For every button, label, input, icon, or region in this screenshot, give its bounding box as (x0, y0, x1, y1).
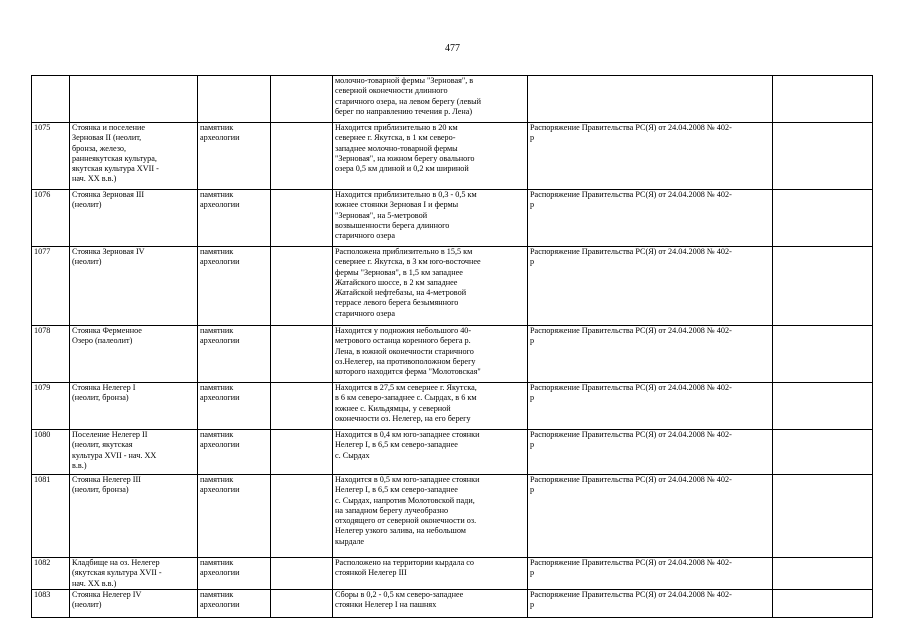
registry-body (32, 76, 873, 618)
monument-location: Расположено на территории кырдала со стоянкой Нелегер III (333, 558, 528, 590)
entry-number (32, 76, 70, 123)
empty-cell (271, 190, 333, 247)
monument-category: памятник археологии (198, 558, 271, 590)
monument-location: Находится в 27,5 км севернее г. Якутска, в 6 км северо-западнее с. Сырдах, в 6 км южнее с. Кильдямцы, у северной оконечности оз. Нелегер, на его берегу (333, 383, 528, 430)
entry-number: 1078 (32, 326, 70, 383)
entry-number: 1080 (32, 430, 70, 475)
empty-cell (271, 558, 333, 590)
table-row (32, 430, 873, 475)
empty-cell (773, 76, 873, 123)
legal-document: Распоряжение Правительства РС(Я) от 24.04.2008 № 402- р (528, 475, 773, 558)
legal-document: Распоряжение Правительства РС(Я) от 24.04.2008 № 402- р (528, 326, 773, 383)
monument-location: Находится приблизительно в 0,3 - 0,5 км южнее стоянки Зерновая I и фермы "Зерновая", на 5-метровой возвышенности берега длинного старичного озера (333, 190, 528, 247)
empty-cell (773, 190, 873, 247)
entry-number: 1081 (32, 475, 70, 558)
page-number: 477 (445, 43, 460, 54)
empty-cell (773, 590, 873, 618)
empty-cell (773, 383, 873, 430)
empty-cell (773, 247, 873, 326)
monument-location: Расположена приблизительно в 15,5 км севернее г. Якутска, в 3 км юго-восточнее фермы "Зерновая", в 1,5 км западнее Жатайского шоссе, в 2 км западнее Жатайской нефтебазы, на 4-метровой террасе левого берега безымянного старичного озера (333, 247, 528, 326)
monument-name: Стоянка Нелегер IV (неолит) (70, 590, 198, 618)
monument-name: Стоянка Зерновая III (неолит) (70, 190, 198, 247)
entry-number: 1077 (32, 247, 70, 326)
monument-location: молочно-товарной фермы "Зерновая", в северной оконечности длинного старичного озера, на левом берегу (левый берег по направлению течения р. Лена) (333, 76, 528, 123)
entry-number: 1079 (32, 383, 70, 430)
empty-cell (271, 383, 333, 430)
monument-category: памятник археологии (198, 123, 271, 190)
monument-name: Стоянка Ферменное Озеро (палеолит) (70, 326, 198, 383)
legal-document: Распоряжение Правительства РС(Я) от 24.04.2008 № 402- р (528, 123, 773, 190)
monument-name: Стоянка Нелегер III (неолит, бронза) (70, 475, 198, 558)
table-row (32, 475, 873, 558)
monument-category: памятник археологии (198, 590, 271, 618)
empty-cell (271, 326, 333, 383)
monument-name: Стоянка Зерновая IV (неолит) (70, 247, 198, 326)
empty-cell (773, 475, 873, 558)
monument-location: Находится у подножия небольшого 40- метрового останца коренного берега р. Лена, в южной оконечности старичного оз.Нелегер, на противоположном берегу которого находится ферма "Молотовская" (333, 326, 528, 383)
table-row (32, 123, 873, 190)
empty-cell (773, 123, 873, 190)
legal-document (528, 76, 773, 123)
heritage-registry-table (31, 75, 873, 618)
monument-name (70, 76, 198, 123)
table-row (32, 326, 873, 383)
monument-category: памятник археологии (198, 475, 271, 558)
empty-cell (773, 326, 873, 383)
monument-name: Кладбище на оз. Нелегер (якутская культура XVII - нач. XX в.в.) (70, 558, 198, 590)
legal-document: Распоряжение Правительства РС(Я) от 24.04.2008 № 402- р (528, 190, 773, 247)
entry-number: 1075 (32, 123, 70, 190)
monument-category: памятник археологии (198, 190, 271, 247)
empty-cell (271, 76, 333, 123)
legal-document: Распоряжение Правительства РС(Я) от 24.04.2008 № 402- р (528, 590, 773, 618)
empty-cell (271, 123, 333, 190)
monument-category (198, 76, 271, 123)
empty-cell (271, 430, 333, 475)
table-row (32, 247, 873, 326)
empty-cell (773, 430, 873, 475)
table-row (32, 558, 873, 590)
entry-number: 1076 (32, 190, 70, 247)
legal-document: Распоряжение Правительства РС(Я) от 24.04.2008 № 402- р (528, 383, 773, 430)
table-row (32, 383, 873, 430)
empty-cell (773, 558, 873, 590)
table-row (32, 590, 873, 618)
monument-location: Находится в 0,5 км юго-западнее стоянки Нелегер I, в 6,5 км северо-западнее с. Сырдах, напротив Молотовской пади, на западном берегу лучеобразно отходящего от северной оконечности оз. Нелегер узкого залива, на небольшом кырдале (333, 475, 528, 558)
legal-document: Распоряжение Правительства РС(Я) от 24.04.2008 № 402- р (528, 247, 773, 326)
table-row (32, 76, 873, 123)
monument-location: Находится в 0,4 км юго-западнее стоянки Нелегер I, в 6,5 км северо-западнее с. Сырдах (333, 430, 528, 475)
monument-name: Стоянка и поселение Зерновая II (неолит, бронза, железо, раннеякутская культура, якутская культура XVII - нач. XX в.в.) (70, 123, 198, 190)
monument-name: Поселение Нелегер II (неолит, якутская культура XVII - нач. XX в.в.) (70, 430, 198, 475)
empty-cell (271, 247, 333, 326)
entry-number: 1083 (32, 590, 70, 618)
monument-category: памятник археологии (198, 430, 271, 475)
monument-category: памятник археологии (198, 247, 271, 326)
monument-name: Стоянка Нелегер I (неолит, бронза) (70, 383, 198, 430)
monument-category: памятник археологии (198, 326, 271, 383)
table-row (32, 190, 873, 247)
legal-document: Распоряжение Правительства РС(Я) от 24.04.2008 № 402- р (528, 558, 773, 590)
empty-cell (271, 590, 333, 618)
legal-document: Распоряжение Правительства РС(Я) от 24.04.2008 № 402- р (528, 430, 773, 475)
monument-category: памятник археологии (198, 383, 271, 430)
monument-location: Сборы в 0,2 - 0,5 км северо-западнее стоянки Нелегер I на пашнях (333, 590, 528, 618)
entry-number: 1082 (32, 558, 70, 590)
empty-cell (271, 475, 333, 558)
monument-location: Находится приблизительно в 20 км севернее г. Якутска, в 1 км северо- западнее молочно-товарной фермы "Зерновая", на южном берегу овального озера 0,5 км длиной и 0,2 км шириной (333, 123, 528, 190)
